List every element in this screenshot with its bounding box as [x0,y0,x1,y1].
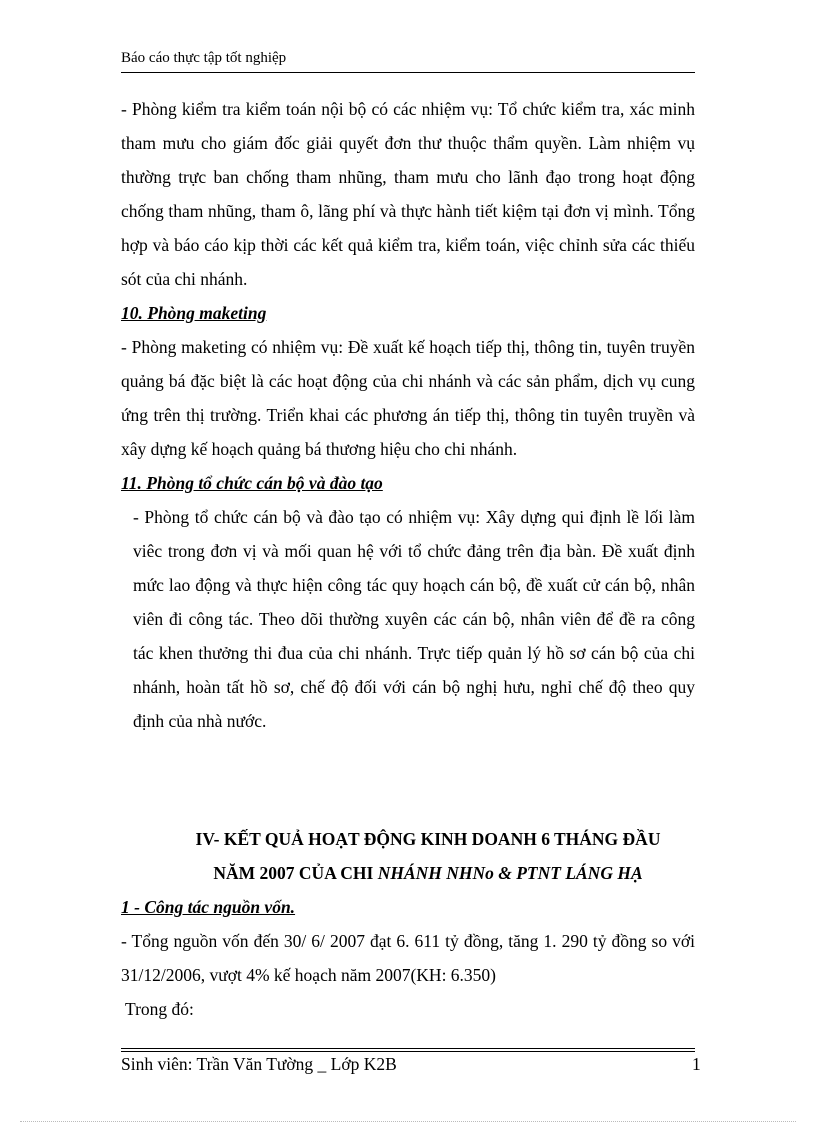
page-edge [20,1121,796,1122]
section-title-italic: NHÁNH NHNo & PTNT LÁNG HẠ [377,863,643,883]
section-title-prefix: NĂM 2007 CỦA CHI [213,863,378,883]
paragraph-internal-audit: - Phòng kiểm tra kiểm toán nội bộ có các nhiệm vụ: Tổ chức kiểm tra, xác minh tham mưu cho giám đốc giải quyết đơn thư thuộc thẩm quyền. Làm nhiệm vụ thường trực ban chống tham nhũng, tham mưu cho lãnh đạo trong hoạt động chống tham nhũng, tham ô, lãng phí và thực hành tiết kiệm tại đơn vị mình. Tổng hợp và báo cáo kịp thời các kết quả kiểm tra, kiểm toán, việc chỉnh sửa các thiếu sót của chi nhánh. [121,99,695,289]
paragraph-personnel: - Phòng tổ chức cán bộ và đào tạo có nhiệm vụ: Xây dựng qui định lề lối làm viêc trong đơn vị và mối quan hệ với tổ chức đảng trên địa bàn. Đề xuất định mức lao động và thực hiện công tác quy hoạch cán bộ, đề xuất cử cán bộ, nhân viên đi công tác. Theo dõi thường xuyên các cán bộ, nhân viên để đề ra công tác khen thưởng thi đua của chi nhánh. Trực tiếp quản lý hồ sơ cán bộ của chi nhánh, hoàn tất hồ sơ, chế độ đối với cán bộ nghị hưu, nghỉ chế độ theo quy định của nhà nước. [133,507,695,731]
footer-rule-bottom [121,1051,695,1052]
footer-rule-top [121,1048,695,1049]
page-header-title: Báo cáo thực tập tốt nghiệp [121,50,287,66]
header-rule [121,72,695,73]
paragraph-capital: - Tổng nguồn vốn đến 30/ 6/ 2007 đạt 6. 611 tỷ đồng, tăng 1. 290 tỷ đồng so với 31/12/2006, vượt 4% kế hoạch năm 2007(KH: 6.350) [121,931,695,985]
section-title-line2 [121,856,695,890]
section-title-line1: IV- KẾT QUẢ HOẠT ĐỘNG KINH DOANH 6 THÁNG ĐẦU [195,829,661,849]
paragraph-including: Trong đó: [125,999,194,1019]
heading-marketing: 10. Phòng maketing [121,303,267,323]
paragraph-marketing: - Phòng maketing có nhiệm vụ: Đề xuất kế hoạch tiếp thị, thông tin, tuyên truyền quảng bá đặc biệt là các hoạt động của chi nhánh và các sản phẩm, dịch vụ cung ứng trên thị trường. Triển khai các phương án tiếp thị, thông tin tuyên truyền và xây dựng kế hoạch quảng bá thương hiệu cho chi nhánh. [121,337,695,459]
footer-student: Sinh viên: Trần Văn Tường _ Lớp K2B [121,1054,397,1074]
spacer [121,738,695,822]
heading-personnel: 11. Phòng tổ chức cán bộ và đào tạo [121,473,383,493]
heading-capital: 1 - Công tác nguồn vốn. [121,897,296,917]
document-body [121,92,695,1026]
page-number: 1 [692,1054,701,1074]
